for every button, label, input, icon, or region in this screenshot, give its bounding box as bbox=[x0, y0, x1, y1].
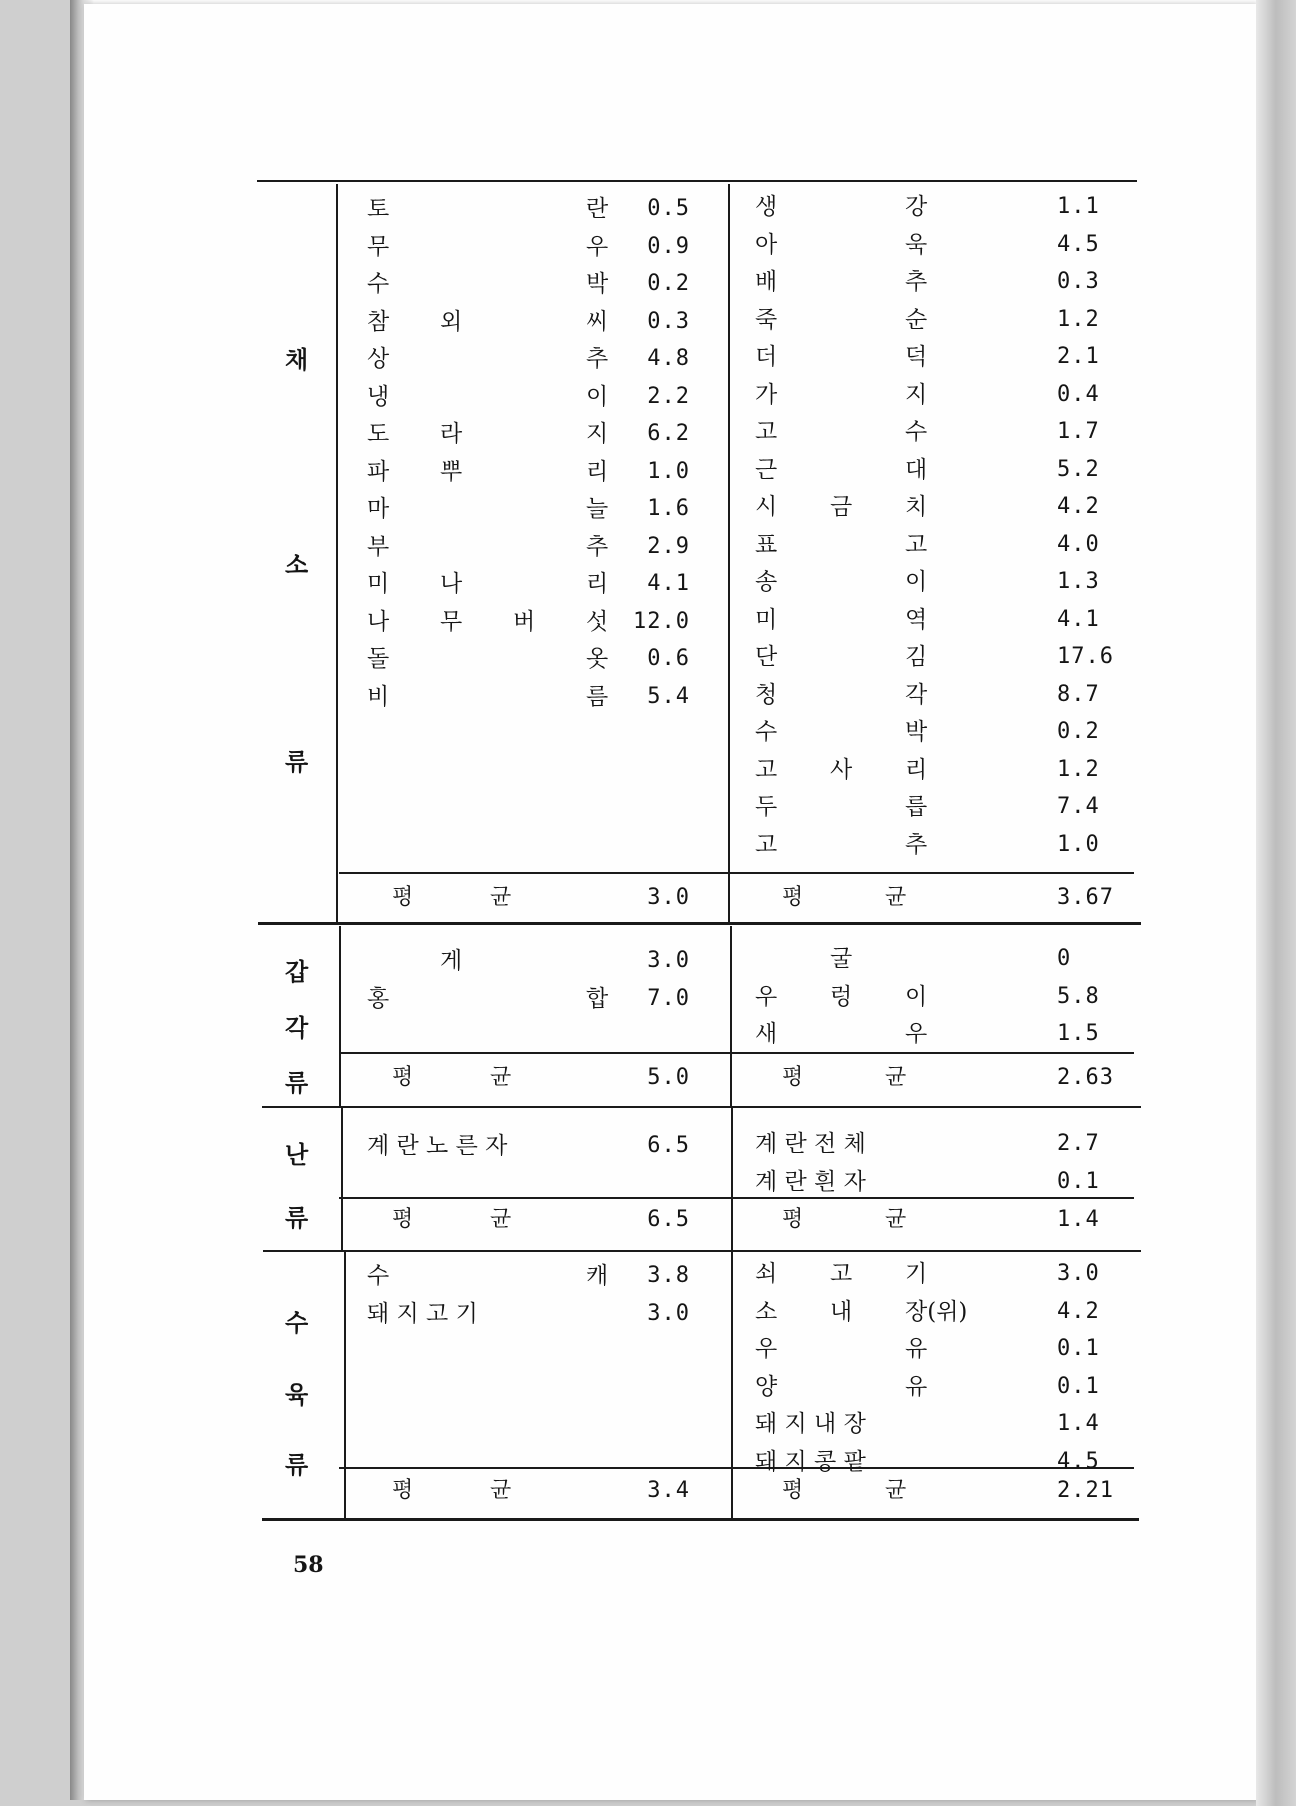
item-value: 0.9 bbox=[647, 233, 690, 259]
item-value: 5.2 bbox=[1057, 456, 1100, 482]
average-label-char: 균 bbox=[885, 1065, 907, 1090]
item-name-char: 가 bbox=[755, 381, 778, 408]
item-name-char: 지 bbox=[586, 421, 609, 447]
average-value: 2.21 bbox=[1057, 1478, 1114, 1503]
item-value: 4.8 bbox=[647, 346, 690, 371]
item-name-char: 기 bbox=[905, 1261, 928, 1287]
item-name-char: 릅 bbox=[905, 794, 928, 820]
average-label-char: 평 bbox=[782, 1207, 804, 1232]
table-top-rule bbox=[257, 180, 1137, 182]
item-name-char: 파 bbox=[367, 458, 390, 485]
item-name-char: 이 bbox=[905, 983, 928, 1010]
item-value: 4.5 bbox=[1057, 1448, 1100, 1474]
item-name-char: 부 bbox=[367, 533, 390, 560]
category-label-char: 류 bbox=[285, 1450, 309, 1479]
average-label-char: 평 bbox=[392, 1207, 414, 1232]
average-value: 5.0 bbox=[647, 1065, 690, 1090]
item-name-char: 우 bbox=[755, 983, 778, 1010]
item-name-char: 역 bbox=[905, 606, 928, 633]
average-rule bbox=[339, 1467, 1134, 1469]
average-label-char: 균 bbox=[490, 1478, 512, 1503]
average-value: 6.5 bbox=[647, 1207, 690, 1232]
item-value: 1.5 bbox=[1057, 1021, 1100, 1046]
average-value: 3.0 bbox=[647, 885, 690, 910]
item-name-char: 지 bbox=[905, 381, 928, 408]
item-name-char: 란 bbox=[586, 196, 609, 222]
item-name-char: 고 bbox=[755, 756, 778, 783]
item-value: 17.6 bbox=[1057, 644, 1114, 669]
group-divider bbox=[262, 1106, 1141, 1108]
average-label-char: 균 bbox=[490, 1207, 512, 1232]
item-name: 돼 지 콩 팥 bbox=[755, 1448, 866, 1475]
item-name-char: 미 bbox=[755, 606, 778, 633]
column-divider-left bbox=[344, 1252, 346, 1518]
average-label-char: 평 bbox=[782, 1065, 804, 1090]
item-name-char: 내 bbox=[830, 1298, 853, 1325]
item-name-char: 이 bbox=[586, 383, 609, 410]
average-label-char: 평 bbox=[392, 885, 414, 910]
item-value: 5.4 bbox=[647, 683, 690, 709]
item-name-char: 섯 bbox=[586, 608, 609, 635]
category-label-char: 류 bbox=[285, 1203, 309, 1232]
average-label-char: 평 bbox=[782, 1478, 804, 1503]
item-value: 12.0 bbox=[633, 608, 690, 634]
item-name-char: 양 bbox=[755, 1373, 778, 1400]
item-value: 3.8 bbox=[647, 1263, 690, 1288]
item-name-char: 미 bbox=[367, 571, 390, 597]
average-label-char: 평 bbox=[392, 1478, 414, 1503]
item-name-char: 청 bbox=[755, 681, 778, 708]
item-value: 0 bbox=[1057, 946, 1072, 971]
item-name-char: 단 bbox=[755, 644, 778, 670]
category-label-char: 채 bbox=[285, 345, 309, 374]
item-value: 1.4 bbox=[1057, 1411, 1100, 1436]
item-name-char: 사 bbox=[830, 756, 853, 783]
category-label-char: 육 bbox=[285, 1380, 309, 1409]
item-name-char: 냉 bbox=[367, 383, 390, 410]
item-value: 5.8 bbox=[1057, 983, 1100, 1009]
item-name-char: 옷 bbox=[586, 646, 609, 672]
item-name-char: 시 bbox=[755, 494, 778, 520]
item-name-char: 버 bbox=[513, 608, 536, 635]
item-name-char: 무 bbox=[440, 608, 463, 635]
item-name-char: 아 bbox=[755, 231, 778, 258]
item-value: 0.4 bbox=[1057, 381, 1100, 407]
item-value: 4.2 bbox=[1057, 1298, 1100, 1324]
item-name-char: 리 bbox=[586, 458, 609, 485]
item-name-char: 우 bbox=[586, 233, 609, 260]
item-value: 0.1 bbox=[1057, 1336, 1100, 1361]
item-name-char: 표 bbox=[755, 531, 778, 558]
item-name-char: 장(위) bbox=[905, 1298, 968, 1325]
column-divider-middle bbox=[730, 926, 732, 1106]
item-name-char: 라 bbox=[440, 421, 463, 447]
item-value: 0.3 bbox=[647, 308, 690, 334]
item-value: 1.6 bbox=[647, 496, 690, 521]
column-divider-left bbox=[336, 184, 338, 922]
item-name-char: 우 bbox=[755, 1336, 778, 1362]
item-name: 돼 지 내 장 bbox=[755, 1411, 866, 1437]
item-value: 2.7 bbox=[1057, 1131, 1100, 1156]
category-label-char: 갑 bbox=[285, 957, 309, 986]
item-name-char: 욱 bbox=[905, 231, 928, 258]
item-name-char: 유 bbox=[905, 1336, 928, 1362]
item-name-char: 돌 bbox=[367, 646, 390, 672]
item-name-char: 수 bbox=[905, 419, 928, 445]
item-name-char: 대 bbox=[905, 456, 928, 483]
average-rule bbox=[339, 872, 1134, 874]
item-value: 7.4 bbox=[1057, 794, 1100, 819]
average-label-char: 균 bbox=[490, 1065, 512, 1090]
item-name-char: 추 bbox=[905, 269, 928, 295]
item-name-char: 리 bbox=[586, 571, 609, 597]
group-divider bbox=[263, 1250, 1141, 1252]
item-name-char: 김 bbox=[905, 644, 928, 670]
item-value: 4.2 bbox=[1057, 494, 1100, 519]
category-label-char: 각 bbox=[285, 1013, 309, 1042]
item-value: 2.2 bbox=[647, 383, 690, 409]
item-name-char: 굴 bbox=[830, 946, 853, 972]
category-label-char: 소 bbox=[285, 550, 309, 579]
item-name-char: 덕 bbox=[905, 344, 928, 370]
item-name-char: 우 bbox=[905, 1021, 928, 1047]
item-name-char: 생 bbox=[755, 194, 778, 220]
item-value: 6.2 bbox=[647, 421, 690, 446]
item-name-char: 추 bbox=[586, 346, 609, 372]
item-name-char: 순 bbox=[905, 306, 928, 333]
item-name-char: 박 bbox=[905, 719, 928, 745]
item-value: 3.0 bbox=[647, 948, 690, 973]
average-value: 3.4 bbox=[647, 1478, 690, 1503]
item-name-char: 유 bbox=[905, 1373, 928, 1400]
item-value: 2.9 bbox=[647, 533, 690, 559]
item-name-char: 수 bbox=[367, 271, 390, 297]
item-name-char: 리 bbox=[905, 756, 928, 783]
item-name-char: 수 bbox=[755, 719, 778, 745]
average-rule bbox=[339, 1052, 1134, 1054]
item-value: 1.7 bbox=[1057, 419, 1100, 444]
item-name-char: 죽 bbox=[755, 306, 778, 333]
item-name-char: 새 bbox=[755, 1021, 778, 1047]
category-label-char: 수 bbox=[285, 1308, 309, 1337]
page-number: 58 bbox=[293, 1552, 324, 1578]
item-name-char: 금 bbox=[830, 494, 853, 520]
item-name-char: 비 bbox=[367, 683, 390, 710]
average-value: 3.67 bbox=[1057, 885, 1114, 910]
item-name-char: 상 bbox=[367, 346, 390, 372]
category-label-char: 난 bbox=[285, 1140, 309, 1169]
item-name-char: 참 bbox=[367, 308, 390, 335]
column-divider-middle bbox=[731, 1108, 733, 1250]
item-name-char: 근 bbox=[755, 456, 778, 483]
item-value: 1.2 bbox=[1057, 306, 1100, 332]
item-name-char: 이 bbox=[905, 569, 928, 595]
item-value: 1.1 bbox=[1057, 194, 1100, 219]
average-value: 1.4 bbox=[1057, 1207, 1100, 1232]
item-value: 0.1 bbox=[1057, 1168, 1100, 1194]
item-value: 0.2 bbox=[647, 271, 690, 296]
item-name-char: 무 bbox=[367, 233, 390, 260]
item-name-char: 각 bbox=[905, 681, 928, 708]
column-divider-middle bbox=[728, 184, 730, 922]
item-value: 3.0 bbox=[647, 1300, 690, 1326]
item-name-char: 강 bbox=[905, 194, 928, 220]
table-bottom-rule bbox=[262, 1518, 1139, 1521]
category-label-char: 류 bbox=[285, 747, 309, 776]
item-value: 4.0 bbox=[1057, 531, 1100, 557]
item-name-char: 토 bbox=[367, 196, 390, 222]
average-label-char: 균 bbox=[885, 1478, 907, 1503]
item-name-char: 더 bbox=[755, 344, 778, 370]
item-value: 0.1 bbox=[1057, 1373, 1100, 1399]
item-name-char: 박 bbox=[586, 271, 609, 297]
item-value: 7.0 bbox=[647, 985, 690, 1011]
item-name-char: 마 bbox=[367, 496, 390, 522]
item-name: 계 란 전 체 bbox=[755, 1131, 866, 1157]
item-name-char: 쇠 bbox=[755, 1261, 778, 1287]
column-divider-left bbox=[341, 1108, 343, 1250]
item-value: 4.1 bbox=[647, 571, 690, 596]
category-label-char: 류 bbox=[285, 1068, 309, 1097]
item-name-char: 홍 bbox=[367, 985, 390, 1012]
item-name-char: 고 bbox=[755, 419, 778, 445]
item-value: 6.5 bbox=[647, 1133, 690, 1158]
item-name-char: 렁 bbox=[830, 983, 853, 1010]
item-name-char: 추 bbox=[905, 831, 928, 858]
item-name: 돼 지 고 기 bbox=[367, 1300, 478, 1327]
item-name-char: 고 bbox=[755, 831, 778, 858]
item-value: 1.0 bbox=[647, 458, 690, 484]
item-name-char: 소 bbox=[755, 1298, 778, 1325]
item-name-char: 도 bbox=[367, 421, 390, 447]
item-name-char: 고 bbox=[830, 1261, 853, 1287]
average-value: 2.63 bbox=[1057, 1065, 1114, 1090]
average-label-char: 균 bbox=[885, 1207, 907, 1232]
item-value: 3.0 bbox=[1057, 1261, 1100, 1286]
column-divider-middle bbox=[731, 1252, 733, 1518]
item-value: 0.2 bbox=[1057, 719, 1100, 744]
average-rule bbox=[339, 1197, 1134, 1199]
item-name-char: 름 bbox=[586, 683, 609, 710]
average-label-char: 평 bbox=[392, 1065, 414, 1090]
item-name-char: 늘 bbox=[586, 496, 609, 522]
item-name-char: 나 bbox=[440, 571, 463, 597]
item-name-char: 치 bbox=[905, 494, 928, 520]
item-name-char: 나 bbox=[367, 608, 390, 635]
item-value: 4.1 bbox=[1057, 606, 1100, 632]
item-name: 계 란 노 른 자 bbox=[367, 1133, 508, 1159]
item-name-char: 송 bbox=[755, 569, 778, 595]
item-value: 0.5 bbox=[647, 196, 690, 221]
item-name-char: 고 bbox=[905, 531, 928, 558]
item-name-char: 배 bbox=[755, 269, 778, 295]
item-name-char: 씨 bbox=[586, 308, 609, 335]
item-value: 8.7 bbox=[1057, 681, 1100, 707]
group-divider bbox=[258, 922, 1141, 925]
item-name-char: 두 bbox=[755, 794, 778, 820]
item-name-char: 합 bbox=[586, 985, 609, 1012]
item-name: 계 란 흰 자 bbox=[755, 1168, 866, 1195]
item-value: 0.3 bbox=[1057, 269, 1100, 294]
item-value: 1.0 bbox=[1057, 831, 1100, 857]
average-label-char: 평 bbox=[782, 885, 804, 910]
column-divider-left bbox=[339, 926, 341, 1106]
item-value: 1.3 bbox=[1057, 569, 1100, 594]
item-name-char: 뿌 bbox=[440, 458, 463, 485]
item-value: 2.1 bbox=[1057, 344, 1100, 369]
average-label-char: 균 bbox=[490, 885, 512, 910]
item-name-char: 추 bbox=[586, 533, 609, 560]
item-name-char: 외 bbox=[440, 308, 463, 335]
average-label-char: 균 bbox=[885, 885, 907, 910]
item-name-char: 게 bbox=[440, 948, 463, 974]
item-value: 1.2 bbox=[1057, 756, 1100, 782]
item-name-char: 수 bbox=[367, 1263, 390, 1289]
item-value: 0.6 bbox=[647, 646, 690, 671]
item-name-char: 캐 bbox=[586, 1263, 609, 1289]
item-value: 4.5 bbox=[1057, 231, 1100, 257]
